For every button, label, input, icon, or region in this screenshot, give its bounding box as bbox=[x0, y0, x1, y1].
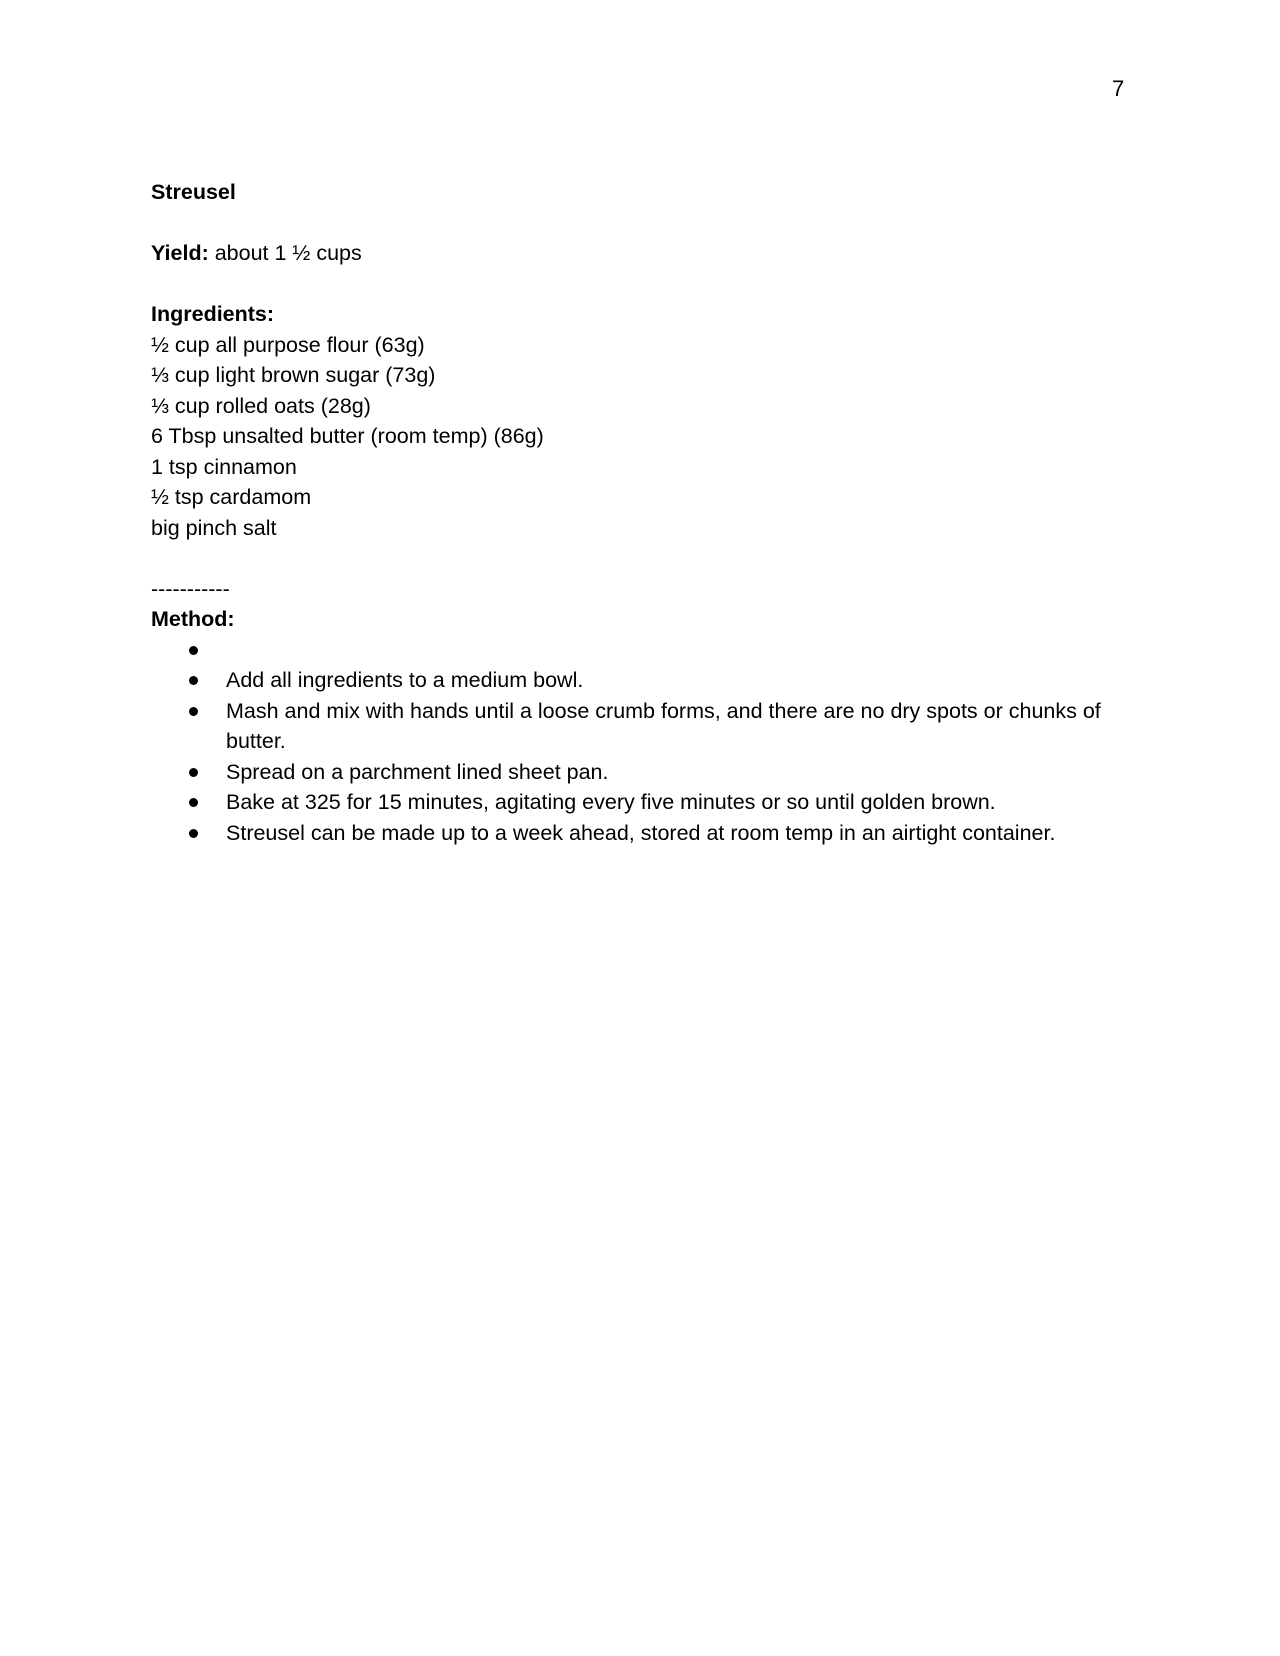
bullet-icon bbox=[189, 676, 198, 685]
method-step bbox=[151, 818, 1131, 849]
recipe-content bbox=[151, 177, 1131, 848]
divider-line: ----------- bbox=[151, 576, 230, 601]
method-step-text: Mash and mix with hands until a loose crumb forms, and there are no dry spots or chunks of butter. bbox=[226, 698, 1101, 753]
method-step-text: Add all ingredients to a medium bowl. bbox=[226, 668, 584, 692]
method-step-text: Bake at 325 for 15 minutes, agitating every five minutes or so until golden brown. bbox=[226, 790, 996, 814]
page-number: 7 bbox=[1112, 76, 1125, 101]
bullet-icon bbox=[189, 768, 198, 777]
ingredient-item: ½ tsp cardamom bbox=[151, 485, 312, 509]
bullet-icon bbox=[189, 707, 198, 716]
ingredient-item: ⅓ cup light brown sugar (73g) bbox=[151, 363, 436, 387]
method-step bbox=[151, 757, 1131, 788]
yield-label: Yield: bbox=[151, 241, 209, 265]
ingredient-item: ½ cup all purpose flour (63g) bbox=[151, 332, 425, 357]
bullet-icon bbox=[189, 646, 198, 655]
ingredients-heading: Ingredients: bbox=[151, 302, 275, 326]
spacer bbox=[151, 269, 1131, 300]
yield-value: about 1 ½ cups bbox=[208, 241, 362, 265]
recipe-title: Streusel bbox=[151, 180, 236, 204]
method-list bbox=[151, 635, 1131, 849]
spacer bbox=[151, 543, 1131, 574]
ingredient-item: big pinch salt bbox=[151, 515, 277, 540]
ingredient-item: 1 tsp cinnamon bbox=[151, 454, 297, 479]
method-step bbox=[151, 787, 1131, 818]
ingredients-list bbox=[151, 330, 1131, 544]
method-step bbox=[151, 665, 1131, 696]
ingredient-item: ⅓ cup rolled oats (28g) bbox=[151, 393, 371, 418]
bullet-icon bbox=[189, 829, 198, 838]
spacer bbox=[151, 208, 1131, 239]
method-heading: Method: bbox=[151, 607, 235, 631]
method-step bbox=[151, 696, 1131, 757]
method-step bbox=[151, 635, 1131, 666]
method-step-text: Streusel can be made up to a week ahead, stored at room temp in an airtight container. bbox=[226, 820, 1056, 845]
ingredient-item: 6 Tbsp unsalted butter (room temp) (86g) bbox=[151, 424, 544, 448]
bullet-icon bbox=[189, 798, 198, 807]
method-step-text: Spread on a parchment lined sheet pan. bbox=[226, 759, 609, 784]
yield-line bbox=[151, 238, 1131, 269]
